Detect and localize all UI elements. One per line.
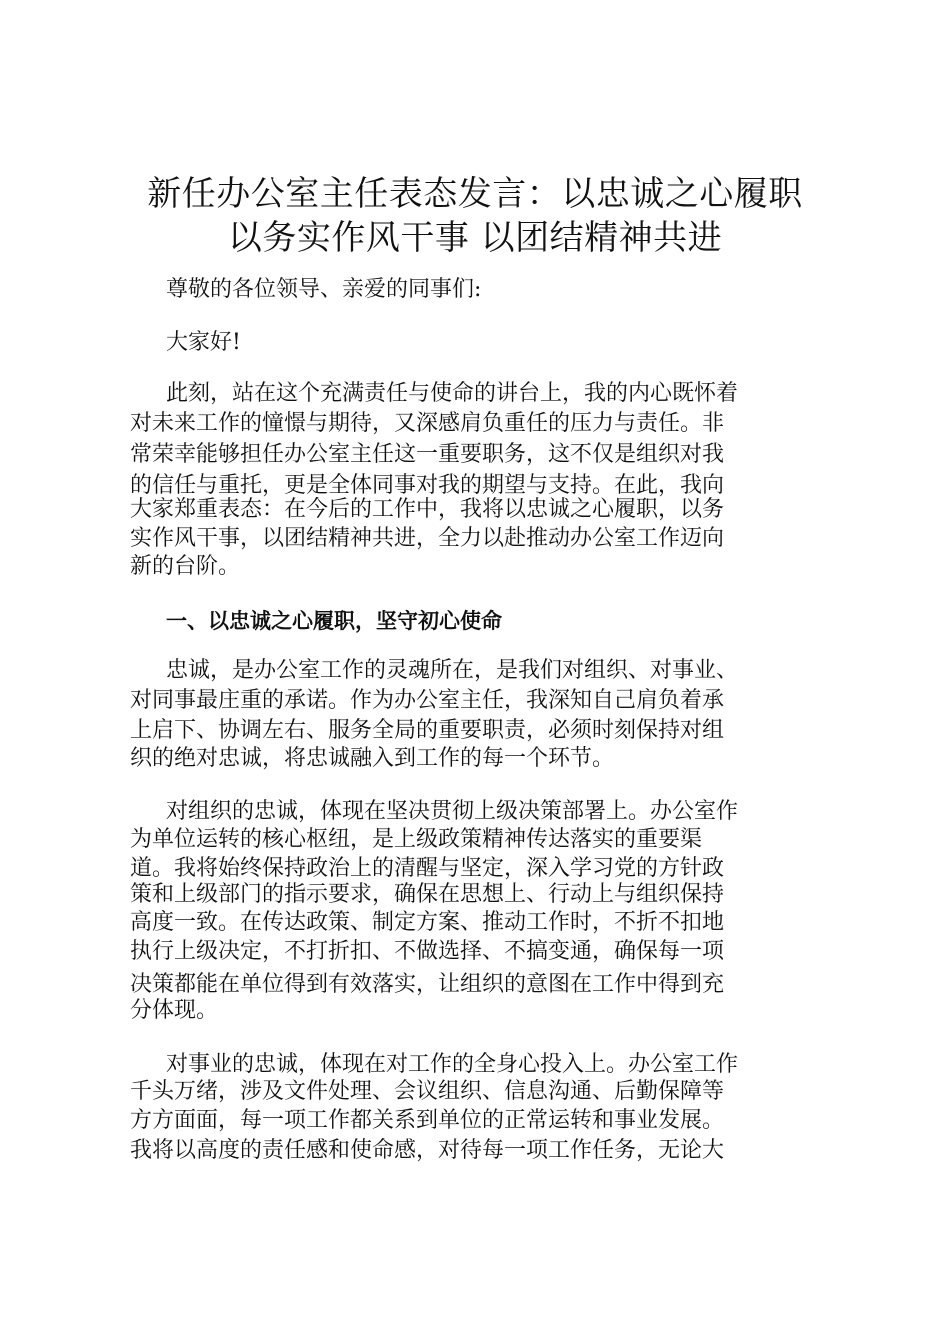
document-title-line-1: 新任办公室主任表态发言：以忠诚之心履职	[147, 174, 803, 214]
paragraph-line: 为单位运转的核心枢纽，是上级政策精神传达落实的重要渠	[130, 827, 703, 852]
paragraph-line: 我将以高度的责任感和使命感，对待每一项工作任务，无论大	[130, 1138, 725, 1163]
paragraph-line: 决策都能在单位得到有效落实，让组织的意图在工作中得到充	[130, 972, 725, 997]
paragraph-line: 策和上级部门的指示要求，确保在思想上、行动上与组织保持	[130, 882, 725, 907]
paragraph-line: 的信任与重托，更是全体同事对我的期望与支持。在此，我向	[130, 473, 725, 498]
paragraph-line: 此刻，站在这个充满责任与使命的讲台上，我的内心既怀着	[166, 381, 739, 406]
paragraph-line: 新的台阶。	[130, 554, 241, 579]
paragraph-line: 对组织的忠诚，体现在坚决贯彻上级决策部署上。办公室作	[166, 799, 739, 824]
section-heading: 一、以忠诚之心履职，坚守初心使命	[166, 609, 502, 633]
document-title-line-2: 以务实作风干事 以团结精神共进	[227, 218, 723, 258]
paragraph-line: 对事业的忠诚，体现在对工作的全身心投入上。办公室工作	[166, 1052, 739, 1077]
paragraph-line: 高度一致。在传达政策、制定方案、推动工作时，不折不扣地	[130, 910, 725, 935]
paragraph-line: 织的绝对忠诚，将忠诚融入到工作的每一个环节。	[130, 746, 615, 771]
greeting: 尊敬的各位领导、亲爱的同事们:	[166, 277, 482, 302]
paragraph-line: 大家郑重表态：在今后的工作中，我将以忠诚之心履职，以务	[130, 497, 725, 522]
paragraph-line: 道。我将始终保持政治上的清醒与坚定，深入学习党的方针政	[130, 856, 725, 881]
paragraph-line: 分体现。	[130, 998, 219, 1023]
paragraph-line: 常荣幸能够担任办公室主任这一重要职务，这不仅是组织对我	[130, 442, 725, 467]
hello-line: 大家好!	[166, 330, 241, 355]
paragraph-line: 实作风干事，以团结精神共进，全力以赴推动办公室工作迈向	[130, 526, 725, 551]
paragraph-line: 忠诚，是办公室工作的灵魂所在，是我们对组织、对事业、	[166, 658, 739, 683]
paragraph-line: 对未来工作的憧憬与期待，又深感肩负重任的压力与责任。非	[130, 411, 725, 436]
paragraph-line: 执行上级决定，不打折扣、不做选择、不搞变通，确保每一项	[130, 939, 725, 964]
paragraph-line: 上启下、协调左右、服务全局的重要职责，必须时刻保持对组	[130, 718, 725, 743]
paragraph-line: 方方面面，每一项工作都关系到单位的正常运转和事业发展。	[130, 1108, 725, 1133]
paragraph-line: 千头万绪，涉及文件处理、会议组织、信息沟通、后勤保障等	[130, 1079, 725, 1104]
paragraph-line: 对同事最庄重的承诺。作为办公室主任，我深知自己肩负着承	[130, 688, 725, 713]
